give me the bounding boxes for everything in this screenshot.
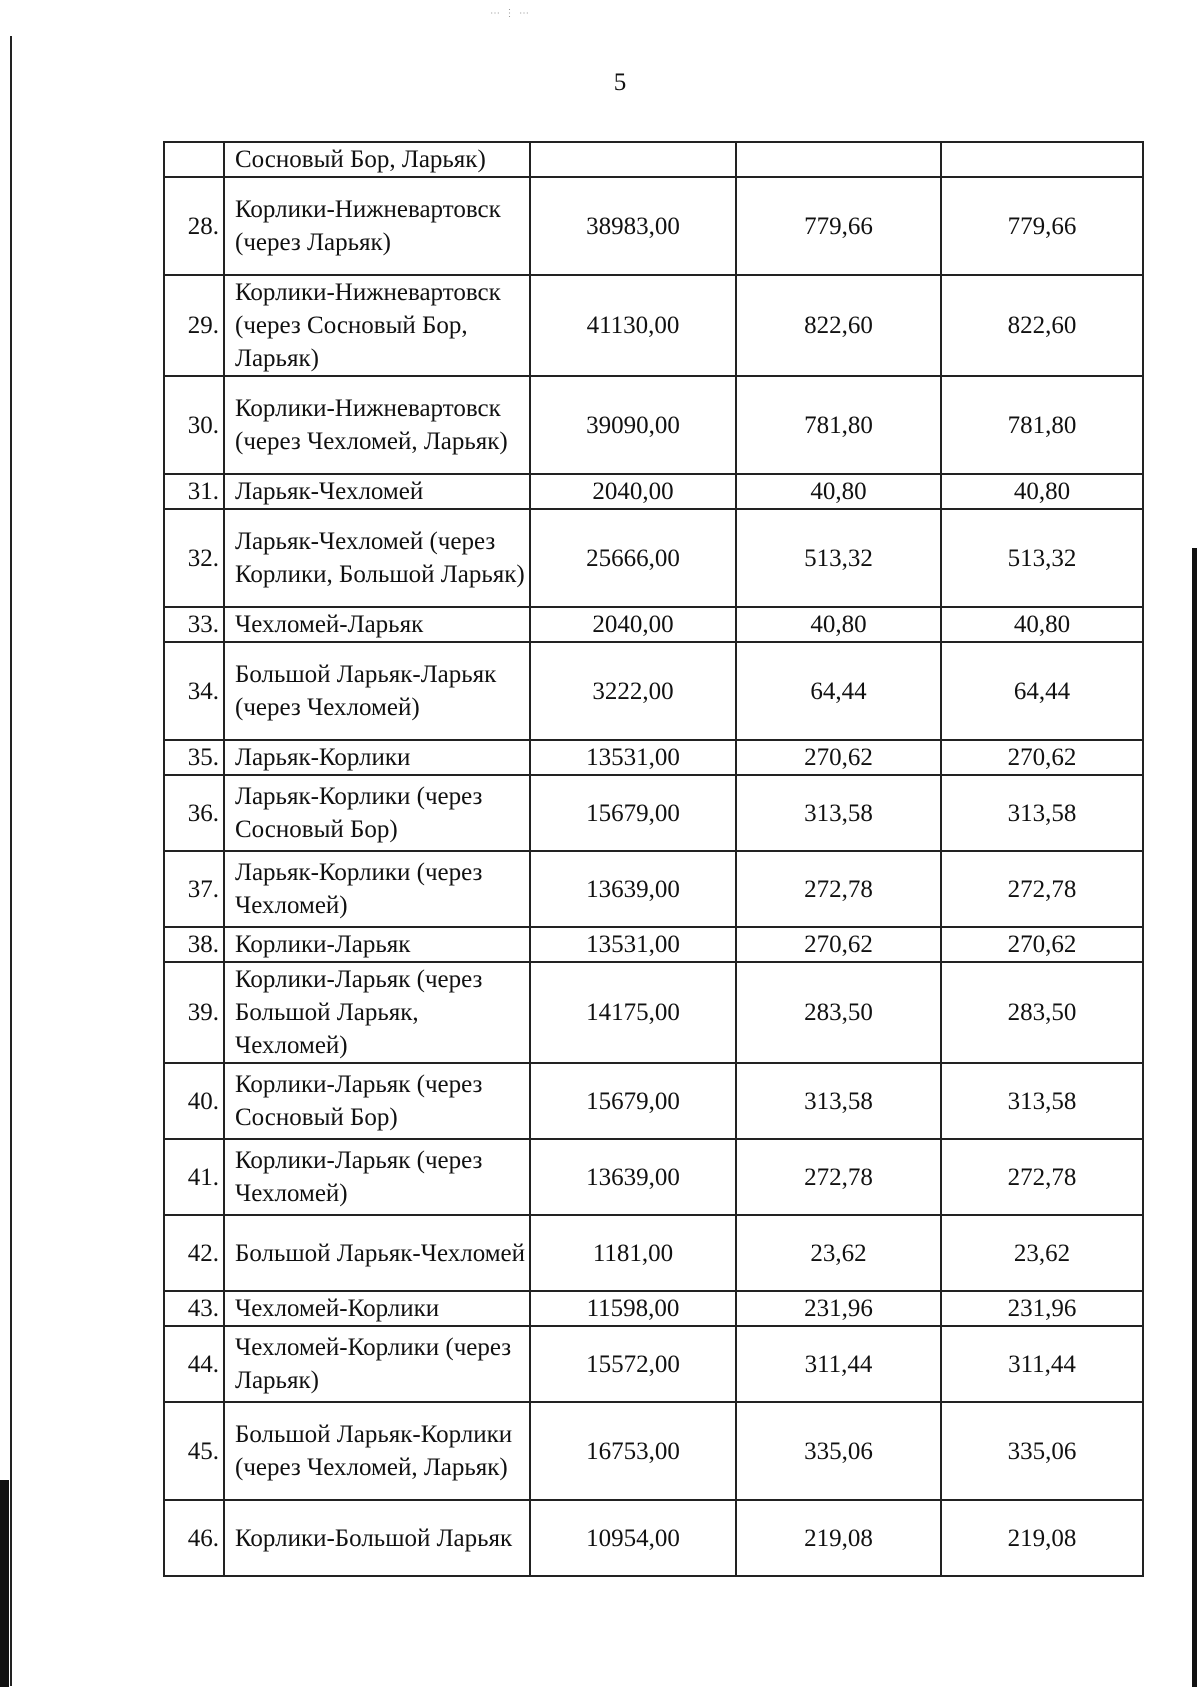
value-col-3: 40,80 [941,607,1143,642]
scan-margin-shadow-left [0,1480,9,1687]
value-col-1: 39090,00 [530,376,736,474]
value-col-1: 2040,00 [530,607,736,642]
value-col-3: 23,62 [941,1215,1143,1291]
value-col-3: 219,08 [941,1500,1143,1576]
route-name: Ларьяк-Чехломей [224,474,530,509]
table-row [164,962,1143,1063]
table-row [164,1402,1143,1500]
value-col-1: 15679,00 [530,775,736,851]
value-col-2: 313,58 [736,775,941,851]
table-row [164,142,1143,177]
value-col-1: 13531,00 [530,927,736,962]
row-number [164,142,224,177]
scan-noise: ⋯ ⋮ ⋯ [490,8,530,19]
row-number: 41. [164,1139,224,1215]
route-name: Большой Ларьяк-Чехломей [224,1215,530,1291]
route-name: Большой Ларьяк-Корлики (через Чехломей, Ларьяк) [224,1402,530,1500]
route-name: Ларьяк-Корлики (через Чехломей) [224,851,530,927]
row-number: 30. [164,376,224,474]
value-col-1: 15572,00 [530,1326,736,1402]
value-col-2: 283,50 [736,962,941,1063]
value-col-1: 15679,00 [530,1063,736,1139]
value-col-2: 231,96 [736,1291,941,1326]
value-col-1: 25666,00 [530,509,736,607]
value-col-1: 13531,00 [530,740,736,775]
value-col-1: 13639,00 [530,1139,736,1215]
row-number: 36. [164,775,224,851]
value-col-1: 3222,00 [530,642,736,740]
row-number: 38. [164,927,224,962]
table-row [164,275,1143,376]
value-col-3: 272,78 [941,851,1143,927]
value-col-2: 64,44 [736,642,941,740]
route-name: Ларьяк-Чехломей (через Корлики, Большой Ларьяк) [224,509,530,607]
table-row [164,509,1143,607]
route-name: Корлики-Ларьяк (через Чехломей) [224,1139,530,1215]
value-col-3: 40,80 [941,474,1143,509]
value-col-1: 11598,00 [530,1291,736,1326]
row-number: 42. [164,1215,224,1291]
route-name: Чехломей-Корлики (через Ларьяк) [224,1326,530,1402]
value-col-3: 335,06 [941,1402,1143,1500]
table-row [164,927,1143,962]
value-col-1: 14175,00 [530,962,736,1063]
route-name: Корлики-Ларьяк [224,927,530,962]
route-name: Корлики-Большой Ларьяк [224,1500,530,1576]
value-col-2: 513,32 [736,509,941,607]
value-col-1: 2040,00 [530,474,736,509]
value-col-3: 231,96 [941,1291,1143,1326]
route-name: Корлики-Нижневартовск (через Ларьяк) [224,177,530,275]
value-col-1: 38983,00 [530,177,736,275]
value-col-2: 779,66 [736,177,941,275]
route-name: Ларьяк-Корлики (через Сосновый Бор) [224,775,530,851]
table-row [164,1063,1143,1139]
table-row [164,1326,1143,1402]
value-col-2: 40,80 [736,474,941,509]
value-col-1: 10954,00 [530,1500,736,1576]
row-number: 43. [164,1291,224,1326]
value-col-2: 270,62 [736,740,941,775]
value-col-2: 822,60 [736,275,941,376]
route-name: Корлики-Ларьяк (через Сосновый Бор) [224,1063,530,1139]
value-col-1: 1181,00 [530,1215,736,1291]
row-number: 39. [164,962,224,1063]
value-col-2 [736,142,941,177]
row-number: 29. [164,275,224,376]
row-number: 34. [164,642,224,740]
table-row [164,775,1143,851]
value-col-3 [941,142,1143,177]
route-name: Ларьяк-Корлики [224,740,530,775]
value-col-2: 270,62 [736,927,941,962]
route-name: Чехломей-Корлики [224,1291,530,1326]
value-col-3: 64,44 [941,642,1143,740]
table-row [164,1291,1143,1326]
table-row [164,1215,1143,1291]
value-col-1: 13639,00 [530,851,736,927]
value-col-3: 513,32 [941,509,1143,607]
table-row [164,474,1143,509]
value-col-3: 313,58 [941,775,1143,851]
value-col-3: 313,58 [941,1063,1143,1139]
page-number: 5 [613,69,627,96]
row-number: 46. [164,1500,224,1576]
table-row [164,607,1143,642]
route-name: Большой Ларьяк-Ларьяк (через Чехломей) [224,642,530,740]
row-number: 28. [164,177,224,275]
row-number: 33. [164,607,224,642]
value-col-3: 822,60 [941,275,1143,376]
value-col-2: 272,78 [736,851,941,927]
table-body [164,142,1143,1576]
route-name: Корлики-Нижневартовск (через Сосновый Бор, Ларьяк) [224,275,530,376]
route-name: Чехломей-Ларьяк [224,607,530,642]
row-number: 32. [164,509,224,607]
value-col-3: 270,62 [941,927,1143,962]
route-name: Корлики-Нижневартовск (через Чехломей, Ларьяк) [224,376,530,474]
value-col-3: 779,66 [941,177,1143,275]
table-row [164,376,1143,474]
row-number: 35. [164,740,224,775]
value-col-2: 313,58 [736,1063,941,1139]
value-col-2: 272,78 [736,1139,941,1215]
scan-margin-shadow-right [1192,548,1197,1687]
value-col-3: 272,78 [941,1139,1143,1215]
scan-margin-line [10,36,12,1686]
table-row [164,740,1143,775]
value-col-1: 16753,00 [530,1402,736,1500]
value-col-2: 40,80 [736,607,941,642]
route-name: Корлики-Ларьяк (через Большой Ларьяк, Чехломей) [224,962,530,1063]
table-row [164,1139,1143,1215]
value-col-2: 311,44 [736,1326,941,1402]
table-row [164,642,1143,740]
value-col-3: 283,50 [941,962,1143,1063]
value-col-3: 270,62 [941,740,1143,775]
value-col-1 [530,142,736,177]
table-row [164,851,1143,927]
route-name: Сосновый Бор, Ларьяк) [224,142,530,177]
table-row [164,1500,1143,1576]
value-col-1: 41130,00 [530,275,736,376]
row-number: 31. [164,474,224,509]
tariff-table [163,141,1144,1577]
value-col-2: 23,62 [736,1215,941,1291]
value-col-3: 311,44 [941,1326,1143,1402]
value-col-2: 335,06 [736,1402,941,1500]
table-row [164,177,1143,275]
value-col-2: 219,08 [736,1500,941,1576]
row-number: 44. [164,1326,224,1402]
value-col-2: 781,80 [736,376,941,474]
row-number: 37. [164,851,224,927]
value-col-3: 781,80 [941,376,1143,474]
row-number: 45. [164,1402,224,1500]
row-number: 40. [164,1063,224,1139]
